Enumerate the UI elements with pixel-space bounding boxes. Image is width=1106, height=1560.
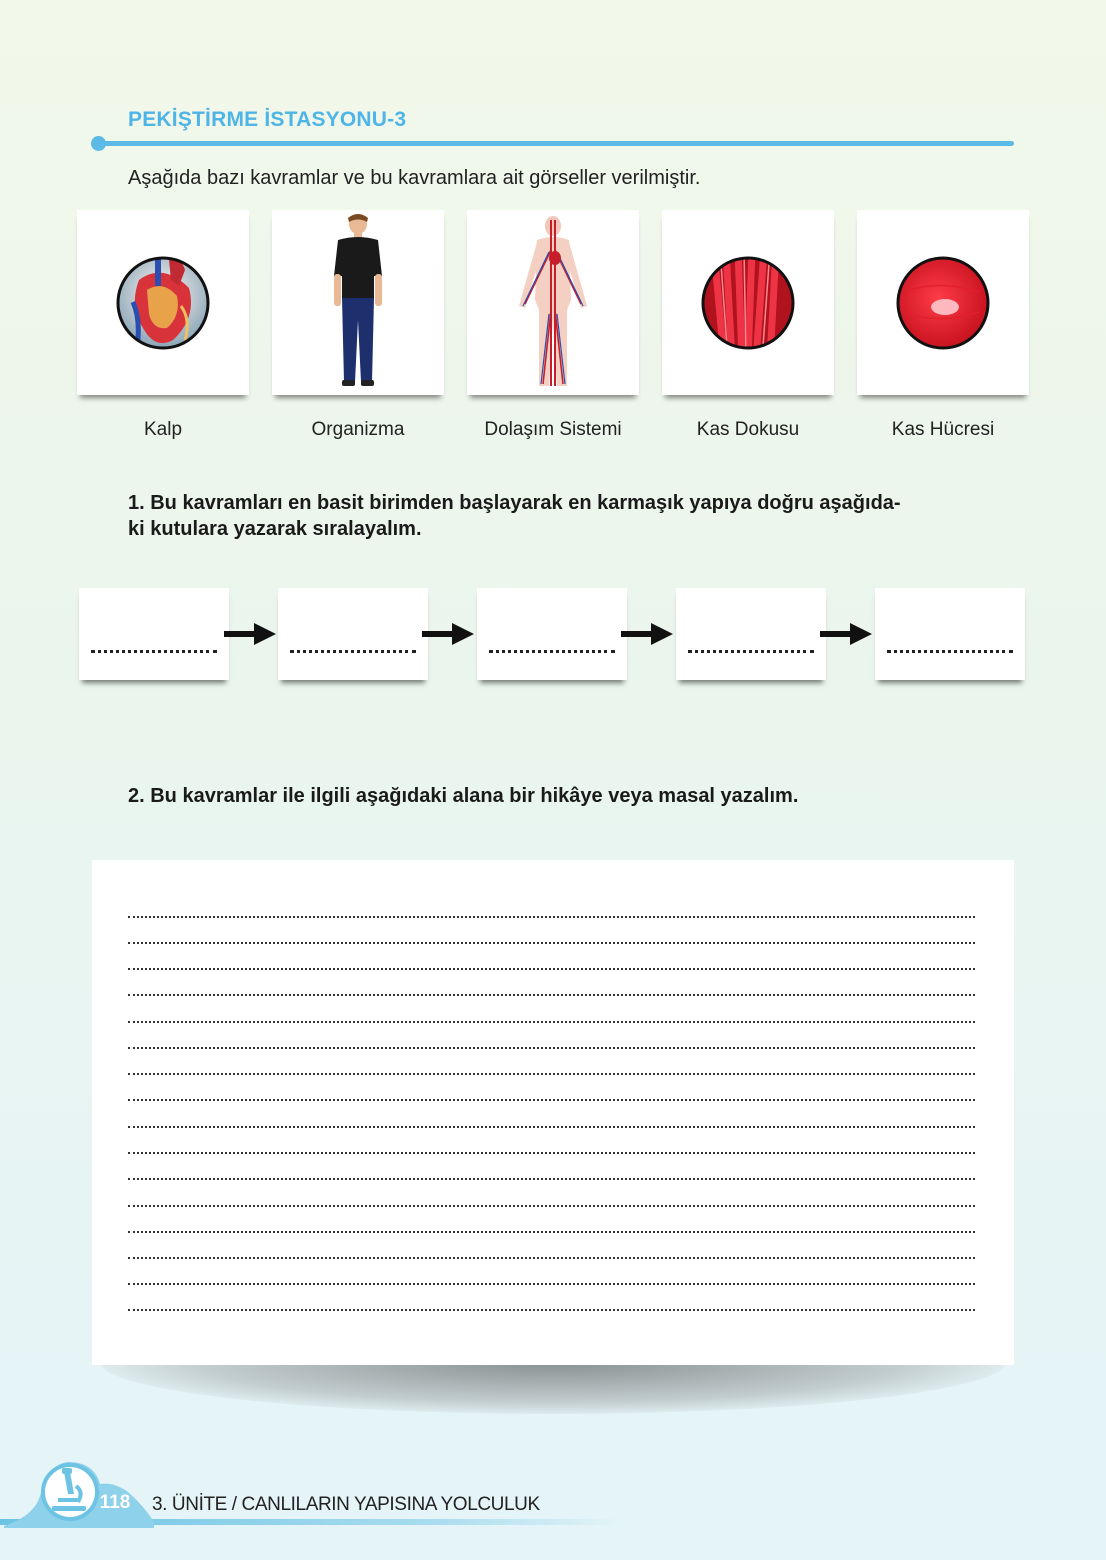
concept-label-organism: Organizma xyxy=(311,419,405,440)
concept-card-circulatory xyxy=(467,210,639,395)
writing-line[interactable] xyxy=(128,1178,975,1180)
writing-line[interactable] xyxy=(128,1205,975,1207)
muscle-cell-icon xyxy=(857,210,1029,395)
concept-label-circulatory: Dolaşım Sistemi xyxy=(484,419,622,440)
muscle-tissue-icon xyxy=(662,210,834,395)
writing-line[interactable] xyxy=(128,968,975,970)
concept-card-organism xyxy=(272,210,444,395)
concept-card-heart xyxy=(77,210,249,395)
writing-line[interactable] xyxy=(128,1257,975,1259)
writing-line[interactable] xyxy=(128,994,975,996)
question-2: 2. Bu kavramlar ile ilgili aşağıdaki alana bir hikâye veya masal yazalım. xyxy=(128,785,799,807)
concept-card-muscle-tissue xyxy=(662,210,834,395)
unit-title: 3. ÜNİTE / CANLILARIN YAPISINA YOLCULUK xyxy=(152,1494,540,1515)
arrow-right-icon xyxy=(224,621,276,647)
intro-text: Aşağıda bazı kavramlar ve bu kavramlara ait görseller verilmiştir. xyxy=(128,167,701,189)
circulatory-system-icon xyxy=(467,210,639,395)
question-1-line-2: ki kutulara yazarak sıralayalım. xyxy=(128,518,422,540)
arrow-right-icon xyxy=(422,621,474,647)
writing-line[interactable] xyxy=(128,942,975,944)
writing-line[interactable] xyxy=(128,1047,975,1049)
answer-box-5[interactable] xyxy=(875,588,1025,680)
arrow-right-icon xyxy=(820,621,872,647)
writing-line[interactable] xyxy=(128,1126,975,1128)
heart-icon xyxy=(77,210,249,395)
story-box-shadow xyxy=(100,1362,1006,1414)
writing-line[interactable] xyxy=(128,1309,975,1311)
answer-box-4[interactable] xyxy=(676,588,826,680)
title-underline xyxy=(96,141,1014,146)
story-writing-area[interactable] xyxy=(92,860,1014,1365)
writing-line[interactable] xyxy=(128,1099,975,1101)
section-title: PEKİŞTİRME İSTASYONU-3 xyxy=(128,108,407,131)
writing-line[interactable] xyxy=(128,1231,975,1233)
writing-line[interactable] xyxy=(128,1283,975,1285)
answer-box-2[interactable] xyxy=(278,588,428,680)
writing-line[interactable] xyxy=(128,1073,975,1075)
concept-label-muscle-cell: Kas Hücresi xyxy=(891,419,995,440)
concept-card-muscle-cell xyxy=(857,210,1029,395)
writing-line[interactable] xyxy=(128,916,975,918)
writing-line[interactable] xyxy=(128,1152,975,1154)
person-icon xyxy=(272,210,444,395)
arrow-right-icon xyxy=(621,621,673,647)
concept-label-muscle-tissue: Kas Dokusu xyxy=(696,419,800,440)
page-number: 118 xyxy=(99,1492,131,1513)
writing-line[interactable] xyxy=(128,1021,975,1023)
answer-box-1[interactable] xyxy=(79,588,229,680)
answer-box-3[interactable] xyxy=(477,588,627,680)
concept-label-heart: Kalp xyxy=(143,419,183,440)
question-1-line-1: 1. Bu kavramları en basit birimden başlayarak en karmaşık yapıya doğru aşağıda- xyxy=(128,492,901,514)
title-underline-dot xyxy=(91,136,106,151)
